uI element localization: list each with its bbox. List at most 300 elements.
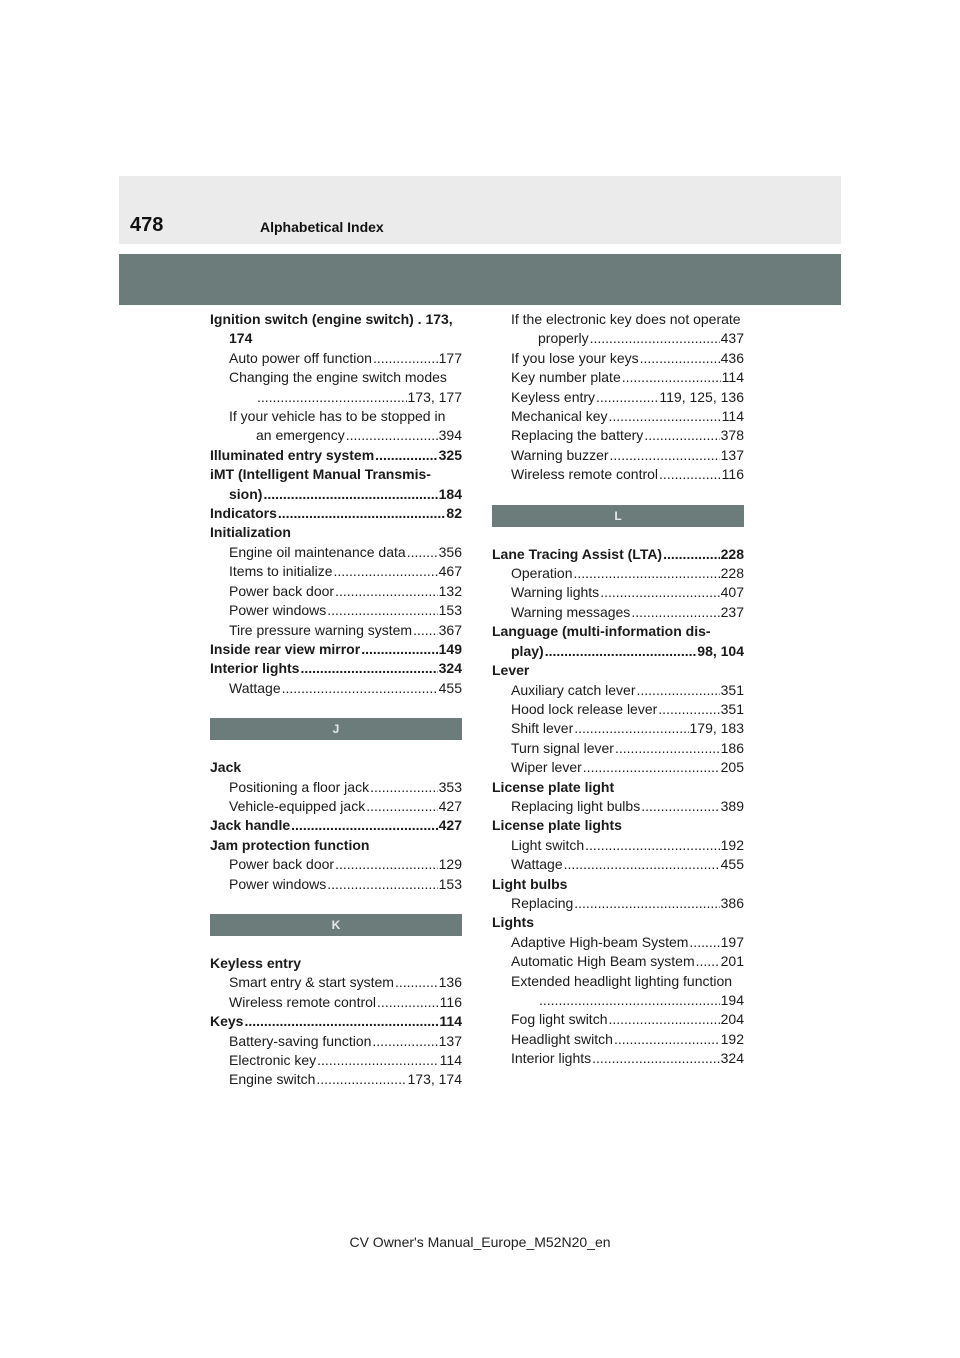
entry-text: Warning messages	[511, 603, 631, 620]
entry-text: Power windows	[229, 875, 327, 892]
leader-dots	[590, 329, 720, 348]
index-subentry	[492, 603, 744, 622]
index-subentry	[210, 543, 462, 562]
leader-dots	[300, 659, 437, 678]
index-subentry	[492, 583, 744, 602]
entry-line	[229, 973, 462, 992]
entry-line	[229, 621, 462, 640]
leader-dots	[413, 621, 438, 640]
page-ref: 197	[720, 933, 744, 950]
index-column-right	[492, 310, 744, 1069]
index-entry	[210, 758, 462, 777]
leader-dots	[316, 1070, 406, 1089]
index-subentry	[210, 601, 462, 620]
leader-dots	[545, 642, 697, 661]
leader-dots	[574, 719, 688, 738]
entry-text: Wiper lever	[511, 759, 582, 776]
entry-line	[229, 543, 462, 562]
index-entry	[210, 836, 462, 855]
page-ref: 394	[438, 427, 462, 444]
page-ref: 351	[720, 681, 744, 698]
index-entry	[210, 465, 462, 504]
leader-dots	[539, 991, 720, 1010]
entry-text: Operation	[511, 565, 573, 582]
page-ref: 356	[438, 543, 462, 560]
index-subentry	[210, 855, 462, 874]
page-ref: 114	[721, 408, 744, 425]
entry-text: Power back door	[229, 856, 335, 873]
entry-line	[229, 1070, 462, 1089]
index-subentry	[210, 349, 462, 368]
leader-dots	[335, 855, 438, 874]
leader-dots	[327, 601, 437, 620]
entry-text: sion)	[229, 485, 263, 502]
leader-dots	[327, 875, 437, 894]
entry-text: Keyless entry	[210, 954, 302, 971]
index-entry	[492, 545, 744, 564]
entry-text: properly	[538, 330, 589, 347]
entry-line	[492, 778, 744, 797]
entry-line	[511, 1010, 744, 1029]
entry-line	[210, 836, 462, 855]
leader-dots	[641, 797, 719, 816]
entry-line	[229, 426, 462, 445]
page-ref: 455	[438, 679, 462, 696]
entry-text: Jam protection function	[210, 836, 370, 853]
entry-line	[210, 659, 462, 678]
leader-dots	[375, 446, 437, 465]
entry-text: Positioning a floor jack	[229, 778, 370, 795]
entry-text-line: Ignition switch (engine switch) . 173,	[210, 311, 453, 327]
index-entry	[210, 1012, 462, 1031]
page-ref: 192	[720, 836, 744, 853]
entry-line	[229, 388, 462, 407]
leader-dots	[573, 564, 719, 583]
entry-line	[511, 407, 744, 426]
page-ref: 184	[438, 485, 462, 502]
entry-text: Warning lights	[511, 584, 600, 601]
entry-line	[511, 446, 744, 465]
page-ref: 386	[720, 894, 744, 911]
entry-line	[511, 426, 744, 445]
leader-dots	[585, 836, 719, 855]
index-entry	[210, 504, 462, 523]
index-subentry	[492, 1049, 744, 1068]
entry-line	[210, 523, 462, 542]
entry-text: play)	[511, 642, 544, 659]
entry-text-line: Extended headlight lighting function	[511, 972, 733, 989]
entry-line	[210, 329, 462, 348]
page-ref: 177	[438, 349, 462, 366]
index-subentry	[210, 1070, 462, 1089]
entry-text: Wireless remote control	[229, 993, 377, 1010]
entry-text: Hood lock release lever	[511, 700, 658, 717]
page-ref: 173, 177	[407, 388, 462, 405]
entry-text: Replacing the battery	[511, 427, 644, 444]
page-ref: 114	[439, 1013, 462, 1030]
entry-line	[511, 349, 744, 368]
leader-dots	[282, 679, 438, 698]
entry-line	[229, 562, 462, 581]
entry-text-line: Changing the engine switch modes	[229, 369, 447, 386]
index-subentry	[492, 310, 744, 349]
index-subentry	[210, 582, 462, 601]
entry-text: Adaptive High-beam System	[511, 933, 689, 950]
leader-dots	[659, 465, 721, 484]
index-entry	[210, 523, 462, 542]
index-subentry	[492, 836, 744, 855]
page-ref: 153	[438, 875, 462, 892]
leader-dots	[610, 446, 720, 465]
page-title: Alphabetical Index	[260, 219, 384, 235]
entry-line	[492, 661, 744, 680]
entry-text: Interior lights	[210, 660, 300, 677]
page-ref: 353	[438, 778, 462, 795]
leader-dots	[244, 1012, 438, 1031]
header-band	[119, 254, 841, 305]
page-ref: 173, 174	[407, 1071, 462, 1088]
entry-line	[210, 446, 462, 465]
leader-dots	[564, 855, 720, 874]
entry-line	[492, 642, 744, 661]
entry-text: Lane Tracing Assist (LTA)	[492, 545, 663, 562]
index-subentry	[210, 679, 462, 698]
page-ref: 179, 183	[689, 720, 744, 737]
index-subentry	[492, 972, 744, 1011]
index-entry	[210, 446, 462, 465]
entry-line	[229, 582, 462, 601]
leader-dots	[407, 543, 438, 562]
entry-text-line: Language (multi-information dis-	[492, 623, 711, 640]
leader-dots	[622, 368, 721, 387]
index-subentry	[492, 952, 744, 971]
page-ref: 186	[720, 739, 744, 756]
entry-text: Mechanical key	[511, 408, 608, 425]
index-subentry	[492, 681, 744, 700]
index-subentry	[210, 875, 462, 894]
leader-dots	[372, 1032, 437, 1051]
index-subentry	[492, 426, 744, 445]
page-ref: 153	[438, 602, 462, 619]
index-subentry	[492, 349, 744, 368]
entry-line	[229, 875, 462, 894]
entry-text: Power windows	[229, 602, 327, 619]
entry-text: Wattage	[511, 856, 563, 873]
leader-dots	[689, 933, 719, 952]
page-ref: 324	[438, 660, 462, 677]
entry-line	[511, 933, 744, 952]
entry-line	[229, 855, 462, 874]
entry-text: Lights	[492, 914, 534, 931]
index-subentry	[210, 562, 462, 581]
index-subentry	[492, 719, 744, 738]
entry-line	[210, 504, 462, 523]
entry-line	[511, 758, 744, 777]
entry-text: Lever	[492, 662, 530, 679]
entry-line	[511, 329, 744, 348]
page-ref: 228	[720, 545, 744, 562]
entry-line	[210, 954, 462, 973]
index-subentry	[210, 797, 462, 816]
leader-dots	[583, 758, 720, 777]
entry-line	[511, 368, 744, 387]
leader-dots	[637, 681, 720, 700]
leader-dots	[663, 545, 720, 564]
index-subentry	[492, 797, 744, 816]
page-ref: 137	[438, 1032, 462, 1049]
index-subentry	[492, 368, 744, 387]
page-ref: 149	[438, 640, 462, 657]
entry-line	[511, 388, 744, 407]
leader-dots	[377, 993, 439, 1012]
entry-text: Illuminated entry system	[210, 446, 375, 463]
leader-dots	[644, 426, 719, 445]
entry-line	[511, 952, 744, 971]
leader-dots	[373, 349, 438, 368]
entry-text: License plate lights	[492, 817, 622, 834]
section-header-k: K	[210, 914, 462, 936]
entry-line	[511, 894, 744, 913]
entry-text: Smart entry & start system	[229, 974, 394, 991]
entry-text: Jack	[210, 759, 242, 776]
entry-text: an emergency	[256, 427, 345, 444]
entry-line	[210, 640, 462, 659]
entry-text-line: If the electronic key does not operate	[511, 311, 741, 327]
page-ref: 201	[720, 953, 744, 970]
index-column-left	[210, 310, 462, 1090]
entry-line	[210, 758, 462, 777]
entry-text: Light bulbs	[492, 875, 568, 892]
leader-dots	[609, 407, 721, 426]
index-entry	[210, 659, 462, 678]
leader-dots	[696, 952, 720, 971]
entry-text: Headlight switch	[511, 1030, 613, 1047]
index-subentry	[210, 993, 462, 1012]
index-entry	[210, 954, 462, 973]
index-entry	[210, 816, 462, 835]
entry-text: Replacing	[511, 894, 574, 911]
entry-text: Shift lever	[511, 720, 574, 737]
index-subentry	[492, 758, 744, 777]
page-ref: 378	[720, 427, 744, 444]
entry-text: Indicators	[210, 505, 277, 522]
entry-line	[492, 816, 744, 835]
entry-line	[511, 564, 744, 583]
entry-text: Vehicle-equipped jack	[229, 797, 366, 814]
index-subentry	[210, 973, 462, 992]
entry-text: Initialization	[210, 524, 291, 541]
index-entry	[492, 661, 744, 680]
index-subentry	[492, 700, 744, 719]
index-subentry	[492, 1010, 744, 1029]
leader-dots	[592, 1049, 719, 1068]
page-ref: 467	[438, 563, 462, 580]
leader-dots	[631, 603, 719, 622]
index-subentry	[210, 1051, 462, 1070]
entry-line	[511, 855, 744, 874]
page-ref: 204	[720, 1011, 744, 1028]
index-subentry	[492, 388, 744, 407]
entry-text: Items to initialize	[229, 563, 333, 580]
entry-line	[511, 719, 744, 738]
index-subentry	[492, 739, 744, 758]
entry-text: Fog light switch	[511, 1011, 608, 1028]
entry-line	[210, 1012, 462, 1031]
page-ref: 389	[720, 797, 744, 814]
page-ref: 367	[438, 621, 462, 638]
page-ref: 132	[438, 582, 462, 599]
page-ref: 205	[720, 759, 744, 776]
entry-text: Engine oil maintenance data	[229, 543, 406, 560]
leader-dots	[346, 426, 438, 445]
leader-dots	[257, 388, 407, 407]
entry-line	[492, 913, 744, 932]
entry-line	[511, 797, 744, 816]
entry-line	[210, 816, 462, 835]
entry-text: Wattage	[229, 679, 281, 696]
page-number: 478	[130, 214, 164, 236]
entry-line	[511, 991, 744, 1010]
entry-text: Power back door	[229, 582, 335, 599]
entry-text: Interior lights	[511, 1050, 592, 1067]
index-entry	[210, 640, 462, 659]
entry-line	[511, 739, 744, 758]
leader-dots	[574, 894, 719, 913]
entry-line	[511, 836, 744, 855]
header-bar	[119, 176, 841, 244]
index-subentry	[210, 1032, 462, 1051]
index-subentry	[492, 855, 744, 874]
entry-text: Replacing light bulbs	[511, 797, 641, 814]
entry-text: Turn signal lever	[511, 739, 614, 756]
page-ref: 237	[720, 603, 744, 620]
leader-dots	[317, 1051, 439, 1070]
index-subentry	[210, 621, 462, 640]
page-ref: 136	[438, 974, 462, 991]
index-subentry	[492, 407, 744, 426]
entry-text: Key number plate	[511, 369, 621, 386]
page-ref: 325	[438, 446, 462, 463]
entry-text-line: iMT (Intelligent Manual Transmis-	[210, 466, 431, 483]
entry-text: Wireless remote control	[511, 466, 659, 483]
leader-dots	[291, 816, 437, 835]
entry-text: Tire pressure warning system	[229, 621, 413, 638]
index-entry	[492, 816, 744, 835]
entry-text: Jack handle	[210, 817, 291, 834]
index-subentry	[492, 1030, 744, 1049]
index-subentry	[492, 933, 744, 952]
index-subentry	[210, 778, 462, 797]
page-ref: 436	[720, 349, 744, 366]
page-ref: 194	[720, 992, 744, 1008]
entry-text: Warning buzzer	[511, 446, 609, 463]
leader-dots	[370, 778, 438, 797]
leader-dots	[614, 1030, 720, 1049]
entry-text: Auxiliary catch lever	[511, 681, 636, 698]
entry-line	[229, 1051, 462, 1070]
page-ref: 98, 104	[697, 642, 744, 659]
footer-text: CV Owner's Manual_Europe_M52N20_en	[349, 1234, 611, 1250]
index-entry	[210, 310, 462, 349]
entry-line	[511, 700, 744, 719]
entry-text: Keys	[210, 1013, 244, 1030]
entry-line	[229, 349, 462, 368]
page-ref: 437	[720, 330, 744, 347]
section-header-l: L	[492, 505, 744, 527]
page-ref: 351	[720, 700, 744, 717]
page-ref: 324	[720, 1050, 744, 1067]
page-ref: 116	[721, 466, 744, 483]
index-subentry	[492, 564, 744, 583]
entry-text: 174	[229, 330, 253, 347]
entry-text: Battery-saving function	[229, 1032, 372, 1049]
entry-line	[229, 993, 462, 1012]
entry-line	[229, 1032, 462, 1051]
leader-dots	[395, 973, 438, 992]
page-ref: 82	[446, 505, 462, 522]
entry-text: If you lose your keys	[511, 349, 639, 366]
page-ref: 119, 125, 136	[659, 388, 744, 405]
leader-dots	[600, 583, 719, 602]
leader-dots	[640, 349, 720, 368]
page-ref: 129	[438, 856, 462, 873]
index-entry	[492, 622, 744, 661]
entry-text: License plate light	[492, 778, 615, 795]
index-entry	[492, 778, 744, 797]
entry-line	[511, 681, 744, 700]
index-subentry	[210, 368, 462, 407]
entry-text: Automatic High Beam system	[511, 953, 695, 970]
index-subentry	[492, 465, 744, 484]
leader-dots	[278, 504, 446, 523]
entry-line	[229, 778, 462, 797]
entry-line	[229, 601, 462, 620]
page-ref: 228	[720, 565, 744, 582]
leader-dots	[333, 562, 437, 581]
leader-dots	[335, 582, 438, 601]
entry-text: Engine switch	[229, 1071, 316, 1088]
entry-line	[492, 545, 744, 564]
page-ref: 192	[720, 1030, 744, 1047]
entry-line	[511, 1049, 744, 1068]
entry-line	[492, 875, 744, 894]
entry-line	[229, 797, 462, 816]
index-entry	[492, 913, 744, 932]
leader-dots	[608, 1010, 719, 1029]
entry-text: Electronic key	[229, 1052, 317, 1068]
page-ref: 116	[439, 993, 462, 1010]
entry-text: Inside rear view mirror	[210, 640, 361, 657]
entry-text-line: If your vehicle has to be stopped in	[229, 408, 446, 425]
entry-line	[511, 603, 744, 622]
index-subentry	[210, 407, 462, 446]
index-subentry	[492, 446, 744, 465]
page-ref: 137	[720, 446, 744, 463]
index-entry	[492, 875, 744, 894]
entry-line	[511, 465, 744, 484]
entry-text: Keyless entry	[511, 388, 596, 405]
leader-dots	[658, 700, 719, 719]
page-ref: 427	[438, 817, 462, 834]
leader-dots	[615, 739, 720, 758]
entry-line	[511, 583, 744, 602]
page-ref: 427	[438, 797, 462, 814]
entry-line	[210, 485, 462, 504]
entry-line	[229, 679, 462, 698]
leader-dots	[361, 640, 437, 659]
section-header-j: J	[210, 718, 462, 740]
page-ref: 407	[720, 584, 744, 601]
